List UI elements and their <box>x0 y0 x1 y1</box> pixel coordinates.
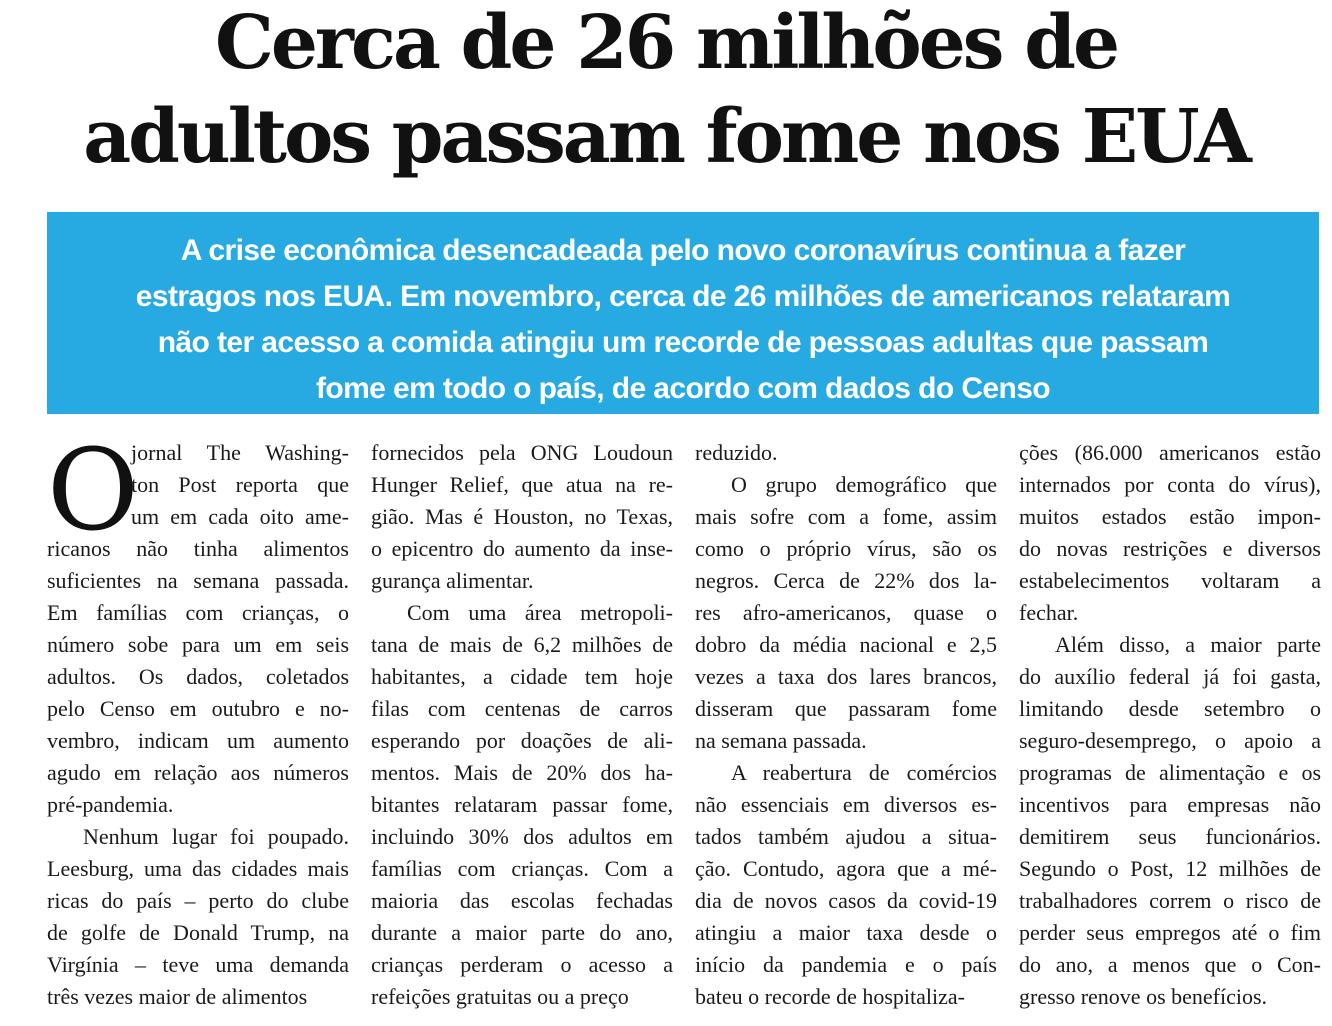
body-text-line: durante a maior parte do ano, <box>371 920 673 945</box>
column-4 <box>1019 437 1321 1013</box>
body-text-line: refeições gratuitas ou a preço <box>371 984 629 1009</box>
body-text-line: não essenciais em diversos es- <box>695 792 997 817</box>
body-text-line: ricanos não tinha alimentos <box>47 536 349 561</box>
drop-cap-container <box>47 426 139 556</box>
body-text-line: tados também ajudou a situa- <box>695 824 997 849</box>
body-text-line: três vezes maior de alimentos <box>47 984 308 1009</box>
drop-cap: O <box>47 426 139 556</box>
body-text-line: o epicentro do aumento da inse- <box>371 536 673 561</box>
body-text-line: pelo Censo em outubro e no- <box>47 696 349 721</box>
body-text-line: gião. Mas é Houston, no Texas, <box>371 504 673 529</box>
body-text-line: Além disso, a maior parte <box>1055 632 1321 657</box>
body-text-line: fornecidos pela ONG Loudoun <box>371 440 673 465</box>
body-text-line: seguro-desemprego, o apoio a <box>1019 728 1321 753</box>
lede-text <box>67 228 1299 412</box>
headline-line-2: adultos passam fome nos EUA <box>83 94 1249 180</box>
body-text-line: disseram que passaram fome <box>695 696 997 721</box>
column-2 <box>371 437 673 1013</box>
body-text-line: Segundo o Post, 12 milhões de <box>1019 856 1321 881</box>
body-text-line: estabelecimentos voltaram a <box>1019 568 1321 593</box>
body-text-line: dia de novos casos da covid-19 <box>695 888 997 913</box>
body-text-line: na semana passada. <box>695 728 867 753</box>
body-text-line: incentivos para empresas não <box>1019 792 1321 817</box>
body-text-line: maioria das escolas fechadas <box>371 888 673 913</box>
column-3-text <box>695 437 997 1013</box>
body-text-line: reduzido. <box>695 440 778 465</box>
body-text-line: do auxílio federal já foi gasta, <box>1019 664 1321 689</box>
column-1 <box>47 426 349 1013</box>
body-text-line: muitos estados estão impon- <box>1019 504 1321 529</box>
headline-line-1: Cerca de 26 milhões de <box>214 0 1118 86</box>
body-text-line: mentos. Mais de 20% dos ha- <box>371 760 673 785</box>
body-text-line: res afro-americanos, quase o <box>695 600 997 625</box>
body-text-line: Leesburg, uma das cidades mais <box>47 856 349 881</box>
body-text-line: bitantes relataram passar fome, <box>371 792 673 817</box>
body-text-line: suficientes na semana passada. <box>47 568 349 593</box>
lede-line: fome em todo o país, de acordo com dados do Censo <box>315 372 1051 405</box>
body-text-line: famílias com crianças. Com a <box>371 856 673 881</box>
body-text-line: trabalhadores correm o risco de <box>1019 888 1321 913</box>
body-text-line: bateu o recorde de hospitaliza- <box>695 984 965 1009</box>
body-text-line: de golfe de Donald Trump, na <box>47 920 349 945</box>
body-text-line: número sobe para um em seis <box>47 632 349 657</box>
body-text-line: mais sofre com a fome, assim <box>695 504 997 529</box>
body-text-line: internados por conta do vírus), <box>1019 472 1321 497</box>
body-text-line: O grupo demográfico que <box>731 472 997 497</box>
body-text-line: ricas do país – perto do clube <box>47 888 349 913</box>
body-text-line: filas com centenas de carros <box>371 696 673 721</box>
body-text-line: negros. Cerca de 22% dos la- <box>695 568 997 593</box>
body-text-line: ção. Contudo, agora que a mé- <box>695 856 997 881</box>
body-text-line: Hunger Relief, que atua na re- <box>371 472 673 497</box>
body-text-line: Com uma área metropoli- <box>407 600 673 625</box>
article-body <box>47 426 1321 1026</box>
body-text-line: gresso renove os benefícios. <box>1019 984 1268 1009</box>
lede-box <box>47 212 1319 414</box>
body-text-line: Nenhum lugar foi poupado. <box>83 824 349 849</box>
body-text-line: crianças perderam o acesso a <box>371 952 673 977</box>
body-text-line: ton Post reporta que <box>131 472 349 497</box>
body-text-line: agudo em relação aos números <box>47 760 349 785</box>
body-text-line: dobro da média nacional e 2,5 <box>695 632 997 657</box>
column-2-text <box>371 437 673 1013</box>
lede-line: A crise econômica desencadeada pelo novo coronavírus continua a fazer <box>180 234 1186 267</box>
body-text-line: do novas restrições e diversos <box>1019 536 1321 561</box>
body-text-line: habitantes, a cidade tem hoje <box>371 664 673 689</box>
body-text-line: jornal The Washing- <box>131 440 349 465</box>
body-text-line: um em cada oito ame- <box>131 504 349 529</box>
body-text-line: Em famílias com crianças, o <box>47 600 349 625</box>
body-text-line: programas de alimentação e os <box>1019 760 1321 785</box>
body-text-line: ções (86.000 americanos estão <box>1019 440 1321 465</box>
body-text-line: início da pandemia e o país <box>695 952 997 977</box>
body-text-line: adultos. Os dados, coletados <box>47 664 349 689</box>
body-text-line: gurança alimentar. <box>371 568 534 593</box>
body-text-line: incluindo 30% dos adultos em <box>371 824 673 849</box>
body-text-line: A reabertura de comércios <box>731 760 997 785</box>
body-text-line: esperando por doações de ali- <box>371 728 673 753</box>
body-text-line: Virgínia – teve uma demanda <box>47 952 349 977</box>
body-text-line: do ano, a menos que o Con- <box>1019 952 1321 977</box>
body-text-line: demitirem seus funcionários. <box>1019 824 1321 849</box>
body-text-line: limitando desde setembro o <box>1019 696 1321 721</box>
lede-line: estragos nos EUA. Em novembro, cerca de 26 milhões de americanos relataram <box>135 280 1231 313</box>
body-text-line: fechar. <box>1019 600 1079 625</box>
body-text-line: como o próprio vírus, são os <box>695 536 997 561</box>
body-text-line: vembro, indicam um aumento <box>47 728 349 753</box>
body-text-line: pré-pandemia. <box>47 792 174 817</box>
body-text-line: perder seus empregos até o fim <box>1019 920 1321 945</box>
lede-line: não ter acesso a comida atingiu um recorde de pessoas adultas que passam <box>157 326 1209 359</box>
body-text-line: vezes a taxa dos lares brancos, <box>695 664 997 689</box>
column-4-text <box>1019 437 1321 1013</box>
body-text-line: tana de mais de 6,2 milhões de <box>371 632 673 657</box>
body-text-line: atingiu a maior taxa desde o <box>695 920 997 945</box>
column-3 <box>695 437 997 1013</box>
